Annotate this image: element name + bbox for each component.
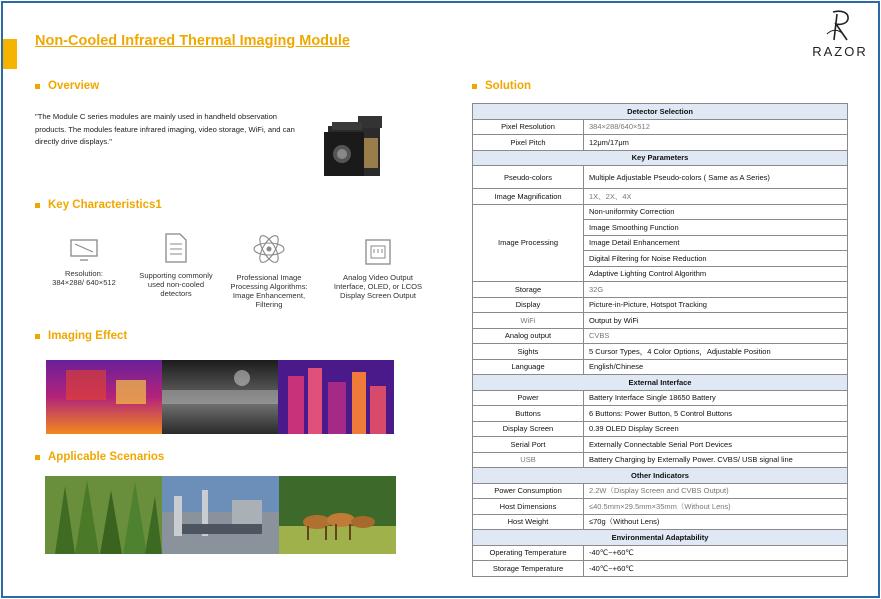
spec-row xyxy=(473,421,848,437)
spec-section-title: Other Indicators xyxy=(473,468,848,484)
thermal-image-city xyxy=(278,360,394,434)
spec-section-header xyxy=(473,375,848,391)
spec-key: Analog output xyxy=(473,328,584,344)
spec-key: WiFi xyxy=(473,313,584,329)
spec-value: Battery Interface Single 18650 Battery xyxy=(584,390,848,406)
spec-key: Pixel Resolution xyxy=(473,119,584,135)
kc-resolution-label: Resolution: 384×288/ 640×512 xyxy=(52,269,116,287)
spec-value: 5 Cursor Types，4 Color Options，Adjustable Position xyxy=(584,344,848,360)
spec-row xyxy=(473,297,848,313)
spec-row xyxy=(473,406,848,422)
spec-row xyxy=(473,545,848,561)
thermal-image-grayscale xyxy=(162,360,278,434)
spec-row xyxy=(473,359,848,375)
spec-section-header xyxy=(473,468,848,484)
title-accent-bar xyxy=(3,39,17,69)
kc-algorithms xyxy=(222,232,316,309)
spec-key: Image Magnification xyxy=(473,189,584,205)
spec-key: Sights xyxy=(473,344,584,360)
spec-value: Output by WiFi xyxy=(584,313,848,329)
spec-row xyxy=(473,499,848,515)
page-title: Non-Cooled Infrared Thermal Imaging Module xyxy=(35,33,350,49)
kc-detectors xyxy=(130,232,222,298)
spec-row xyxy=(473,561,848,577)
spec-row xyxy=(473,135,848,151)
video-port-icon xyxy=(364,238,392,266)
applicable-scenarios-heading: Applicable Scenarios xyxy=(35,451,164,463)
spec-section-title: Environmental Adaptability xyxy=(473,530,848,546)
kc-video-output-label: Analog Video Output Interface, OLED, or LCOS Display Screen Output xyxy=(333,273,423,300)
spec-value: English/Chinese xyxy=(584,359,848,375)
spec-value: Multiple Adjustable Pseudo-colors ( Same as A Series) xyxy=(584,166,848,189)
spec-value: -40℃~+60℃ xyxy=(584,545,848,561)
scenario-images xyxy=(45,476,396,554)
industrial-plant-photo xyxy=(162,476,279,554)
spec-row xyxy=(473,328,848,344)
spec-row xyxy=(473,166,848,189)
spec-row xyxy=(473,119,848,135)
spec-value: ≤70g（Without Lens) xyxy=(584,514,848,530)
spec-value: Externally Connectable Serial Port Devices xyxy=(584,437,848,453)
kc-detectors-label: Supporting commonly used non-cooled detectors xyxy=(139,271,213,298)
razor-logo-mark-icon xyxy=(825,10,855,42)
spec-key: USB xyxy=(473,452,584,468)
solution-heading: Solution xyxy=(472,80,531,92)
spec-value: 6 Buttons: Power Button, 5 Control Buttons xyxy=(584,406,848,422)
imaging-effect-images xyxy=(46,360,394,434)
kc-algorithms-label: Professional Image Processing Algorithms: Image Enhancement, Filtering xyxy=(230,273,308,309)
thermal-module-photo xyxy=(320,112,386,184)
spec-key: Buttons xyxy=(473,406,584,422)
spec-value: Image Smoothing Function xyxy=(584,220,848,236)
spec-value: Battery Charging by Externally Power. CVBS/ USB signal line xyxy=(584,452,848,468)
spec-row xyxy=(473,313,848,329)
spec-value: 0.39 OLED Display Screen xyxy=(584,421,848,437)
spec-value: Digital Filtering for Noise Reduction xyxy=(584,251,848,267)
spec-value: Adaptive Lighting Control Algorithm xyxy=(584,266,848,282)
overview-heading: Overview xyxy=(35,80,99,92)
spec-key: Power Consumption xyxy=(473,483,584,499)
spec-row xyxy=(473,282,848,298)
spec-value: 12μm/17μm xyxy=(584,135,848,151)
spec-value: -40℃~+60℃ xyxy=(584,561,848,577)
thermal-image-iron xyxy=(46,360,162,434)
spec-section-title: Detector Selection xyxy=(473,104,848,120)
spec-row xyxy=(473,483,848,499)
spec-key: Display Screen xyxy=(473,421,584,437)
spec-section-title: External Interface xyxy=(473,375,848,391)
spec-value: 2.2W（Display Screen and CVBS Output) xyxy=(584,483,848,499)
spec-key: Host Weight xyxy=(473,514,584,530)
imaging-effect-heading: Imaging Effect xyxy=(35,330,127,342)
spec-key: Storage xyxy=(473,282,584,298)
spec-key: Pixel Pitch xyxy=(473,135,584,151)
overview-text: "The Module C series modules are mainly used in handheld observation products. The modules feature infrared imaging, video storage, WiFi, and can directly drive displays." xyxy=(35,112,295,146)
atom-icon xyxy=(252,232,286,266)
forest-photo xyxy=(45,476,162,554)
document-icon xyxy=(162,232,190,264)
spec-section-title: Key Parameters xyxy=(473,150,848,166)
spec-key: Storage Temperature xyxy=(473,561,584,577)
spec-key: Image Processing xyxy=(473,204,584,282)
spec-value: 384×288/640×512 xyxy=(584,119,848,135)
specification-table xyxy=(472,103,848,577)
brand-name: RAZOR xyxy=(812,44,868,59)
spec-row xyxy=(473,390,848,406)
spec-row xyxy=(473,437,848,453)
brand-logo xyxy=(808,10,872,66)
spec-row xyxy=(473,189,848,205)
spec-value: 1X、2X、4X xyxy=(584,189,848,205)
spec-value: CVBS xyxy=(584,328,848,344)
spec-section-header xyxy=(473,150,848,166)
spec-key: Pseudo-colors xyxy=(473,166,584,189)
spec-key: Host Dimensions xyxy=(473,499,584,515)
spec-key: Language xyxy=(473,359,584,375)
key-characteristics-heading: Key Characteristics1 xyxy=(35,199,162,211)
spec-key: Display xyxy=(473,297,584,313)
kc-resolution xyxy=(44,238,124,287)
spec-value: Image Detail Enhancement xyxy=(584,235,848,251)
spec-row xyxy=(473,452,848,468)
spec-section-header xyxy=(473,104,848,120)
deer-wildlife-photo xyxy=(279,476,396,554)
spec-value: ≤40.5mm×29.5mm×35mm（Without Lens) xyxy=(584,499,848,515)
spec-key: Operating Temperature xyxy=(473,545,584,561)
spec-value: Picture-in-Picture, Hotspot Tracking xyxy=(584,297,848,313)
spec-row xyxy=(473,204,848,220)
monitor-icon xyxy=(69,238,99,262)
spec-key: Power xyxy=(473,390,584,406)
kc-video-output xyxy=(328,238,428,300)
spec-row xyxy=(473,514,848,530)
spec-value: 32G xyxy=(584,282,848,298)
spec-key: Serial Port xyxy=(473,437,584,453)
spec-row xyxy=(473,344,848,360)
spec-section-header xyxy=(473,530,848,546)
spec-value: Non-uniformity Correction xyxy=(584,204,848,220)
